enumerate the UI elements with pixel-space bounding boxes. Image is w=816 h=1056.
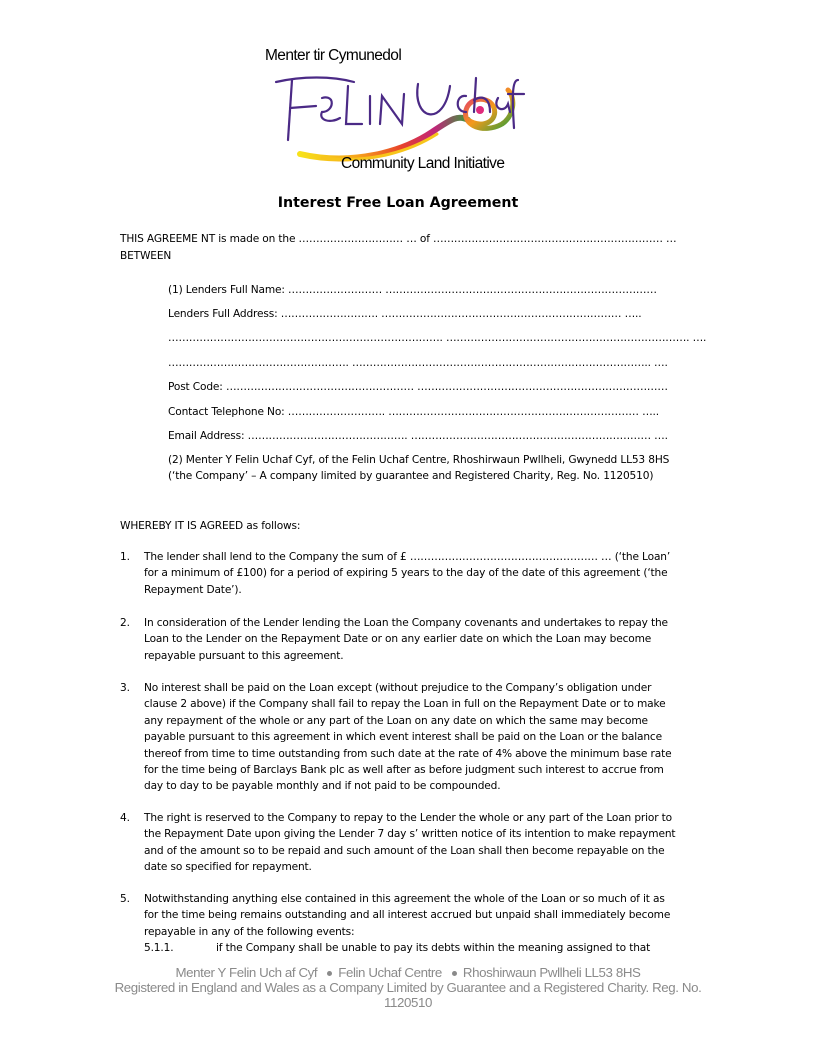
clause-text: The lender shall lend to the Company the sum of £ ……………………………………………… … (‘the Loan’ for a minimum of £100) for a period of expiring 5 years to the day of the date of this agreement (‘the Repayment Date’).: [144, 551, 671, 596]
footer-registration: Registered in England and Wales as a Company Limited by Guarantee and a Registered Charity. Reg. No. 1120510: [114, 980, 702, 1010]
footer-centre: Felin Uchaf Centre: [338, 965, 442, 980]
footer-address: [100, 965, 716, 980]
clause-text: Notwithstanding anything else contained in this agreement the whole of the Loan or so much of it as for the time being remains outstanding and all interest accrued but unpaid shall immediately become repayable in any of the following events:: [144, 893, 671, 938]
subclause-number: 5.1.1.: [144, 942, 174, 954]
email-field[interactable]: Email Address: ………………………………………. …………………………………………………………… ….: [168, 430, 668, 442]
footer-company: Menter Y Felin Uch af Cyf: [175, 965, 318, 980]
felin-uchaf-logo: [262, 68, 532, 168]
address-line-2-field[interactable]: ……………………………………………………………………. ……………………………………………………………. ….: [168, 332, 707, 344]
bullet-icon: [327, 971, 332, 976]
clause-text: The right is reserved to the Company to repay to the Lender the whole or any part of the Loan prior to the Repayment Date upon giving the Lender 7 day s’ written notice of its intention to make repayment and of the amount so to be repaid and such amount of the Loan shall then become repayable on the date so specified for repayment.: [144, 812, 676, 874]
whereby-heading: WHEREBY IT IS AGREED as follows:: [120, 520, 301, 532]
agreement-date-line: THIS AGREEME NT is made on the ………………………… … of ………………………………………………………… …: [120, 233, 677, 245]
subclause-text: if the Company shall be unable to pay its debts within the meaning assigned to that: [216, 942, 651, 954]
bullet-icon: [452, 971, 457, 976]
clause-number: 2.: [120, 617, 130, 629]
logo-top-text: Menter tir Cymunedol: [265, 47, 402, 64]
telephone-field[interactable]: Contact Telephone No: ………………………. ……………………………………………………………… …..: [168, 406, 659, 418]
clause-text: In consideration of the Lender lending the Loan the Company covenants and undertakes to repay the Loan to the Lender on the Repayment Date or on any earlier date on which the Loan may become repayable pursuant to this agreement.: [144, 617, 668, 662]
lender-address-field[interactable]: Lenders Full Address: ………………………. …………………………………………………………… …..: [168, 308, 642, 320]
clause-text: No interest shall be paid on the Loan except (without prejudice to the Company’s obligation under clause 2 above) if the Company shall fail to repay the Loan in full on the Repayment Date or to make any repayment of the whole or any part of the Loan on any date on which the same may become payable pursuant to this agreement in which event interest shall be paid on the Loan or the balance thereof from time to time outstanding from such date at the rate of 4% above the minimum base rate for the time being of Barclays Bank plc as well after as before judgment such interest to accrue from day to day to be payable monthly and if not paid to be compounded.: [144, 682, 672, 793]
clause-number: 1.: [120, 551, 130, 563]
clause-number: 4.: [120, 812, 130, 824]
address-line-3-field[interactable]: ……………………………………………. ………………………………………………………………………….. ….: [168, 357, 668, 369]
document-title: Interest Free Loan Agreement: [277, 195, 519, 211]
lender-name-field[interactable]: (1) Lenders Full Name: ……………………… ……………………………………………………………………: [168, 284, 657, 296]
footer-location: Rhoshirwaun Pwllheli LL53 8HS: [462, 965, 641, 980]
between-label: BETWEEN: [120, 250, 172, 262]
clause-number: 5.: [120, 893, 130, 905]
party-two-paragraph: (2) Menter Y Felin Uchaf Cyf, of the Felin Uchaf Centre, Rhoshirwaun Pwllheli, Gwynedd LL53 8HS (‘the Company’ – A company limited by guarantee and Registered Charity, Reg. No. 1120510): [168, 454, 670, 483]
post-code-field[interactable]: Post Code: ……………………………………………… ………………………………………………………………: [168, 381, 668, 393]
logo-bottom-text: Community Land Initiative: [341, 155, 505, 172]
clause-number: 3.: [120, 682, 130, 694]
